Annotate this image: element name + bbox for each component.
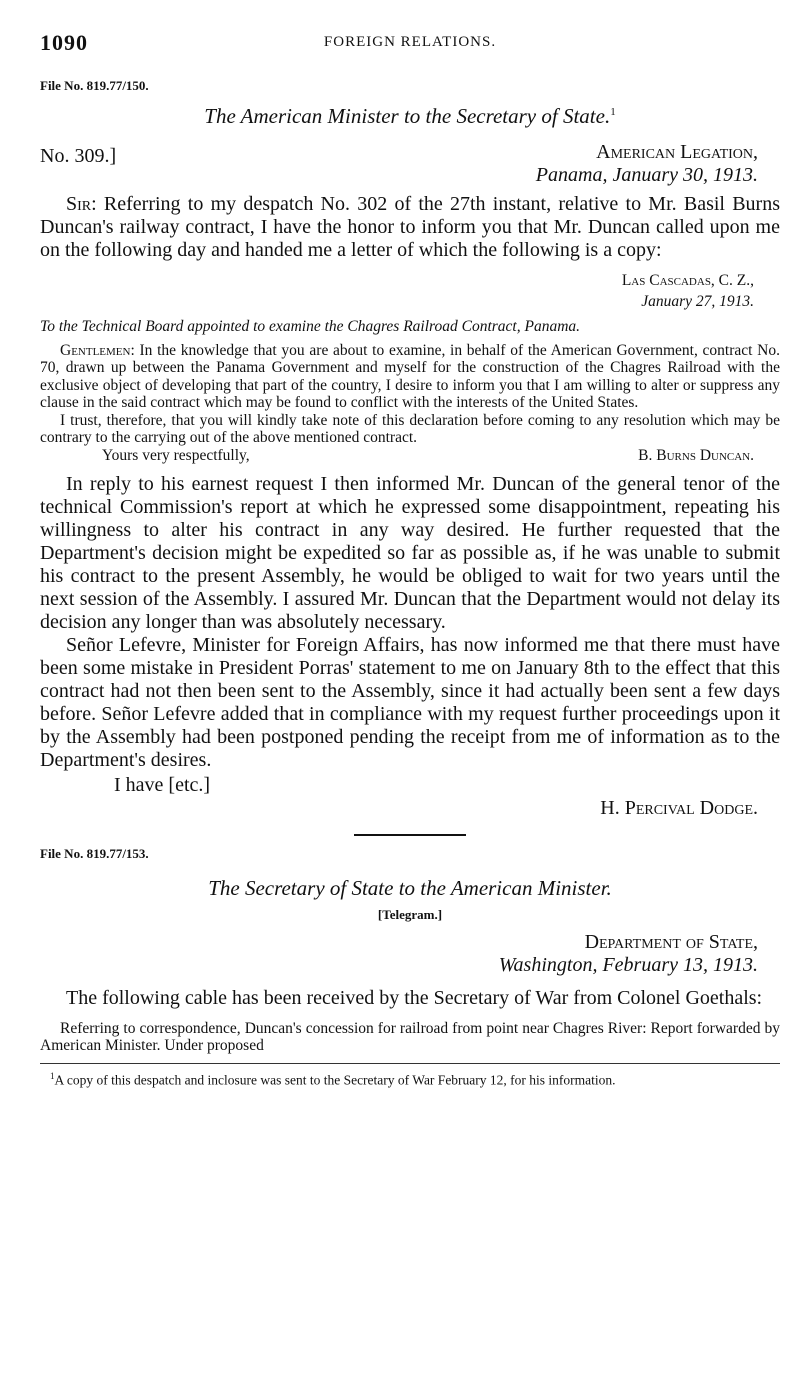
enclosure-salutation: Gentlemen: [60,341,135,359]
body-paragraph-2: In reply to his earnest request I then informed Mr. Duncan of the general tenor of the technical Commission's report at which he expressed some disappointment, repeating his willingness to alter his contract in any way desired. He further requested that the Department's decision might be expedited so far as possible as, if he was unable to submit his contract to the present Assembly, he would be obliged to wait for two years until the next session of the Assembly. I assured Mr. Duncan that the Department would not delay its decision any longer than was absolutely necessary. [40,472,780,633]
closing-formula: I have [etc.] [114,773,211,796]
running-head: FOREIGN RELATIONS. [323,34,497,50]
enclosure-dateline [40,270,780,312]
footnote-text: A copy of this despatch and inclosure was sent to the Secretary of War February 12, for his information. [54,1072,616,1087]
body-paragraph-1-text: Referring to my despatch No. 302 of the 27th instant, relative to Mr. Basil Burns Duncan's railway contract, I have the honor to inform you that Mr. Duncan called upon me on the following day and handed me a letter of which the following is a copy: [40,193,780,261]
enclosure-letter [40,270,780,467]
section-divider [354,834,466,836]
dateline-date: Panama, January 30, 1913. [535,164,758,186]
despatch-number: No. 309.] [40,145,117,167]
body-paragraph-1 [40,193,780,262]
document-page [40,30,780,1088]
file-number: File No. 819.77/150. [40,78,149,93]
enclosure-addressee: To the Technical Board appointed to examine the Chagres Railroad Contract, Panama. [40,318,581,335]
enclosure-closing-row [40,447,780,467]
telegram-label: [Telegram.] [377,906,443,922]
dateline-2-place: Department of State, [584,930,758,953]
dateline-2 [40,931,780,977]
footnote [40,1068,780,1089]
document-title-text: The American Minister to the Secretary of State. [204,104,611,128]
file-number-2: File No. 819.77/153. [40,845,149,861]
document-title [40,104,780,129]
enclosure-date: January 27, 1913. [641,293,754,310]
document-title-2: The Secretary of State to the American Minister. [208,875,612,900]
dateline [536,141,758,187]
dateline-place: American Legation, [596,141,758,163]
enclosure-place: Las Cascadas, C. Z., [621,272,754,289]
page-header [40,30,780,66]
enclosure-paragraph-1-text: In the knowledge that you are about to examine, in behalf of the American Government, contract No. 70, drawn up between the Panama Government and myself for the construction of the Chagres Railroad with the exclusive object of developing that part of the country, I desire to inform you that I am willing to alter or suppress any clause in the said contract which may be found to conflict with the interests of the United States. [40,341,781,411]
footnote-mark: 1 [50,1070,55,1081]
body-paragraph-4: The following cable has been received by the Secretary of War from Colonel Goethals: [66,986,763,1009]
dateline-row [40,141,780,193]
dateline-2-date: Washington, February 13, 1913. [498,953,758,976]
salutation: Sir: [66,193,97,215]
body-paragraph-3: Señor Lefevre, Minister for Foreign Affairs, has now informed me that there must have been some mistake in President Porras' statement to me on January 8th to the effect that this contract had not then been sent to the Assembly, since it had actually been sent a few days before. Señor Lefevre added that in compliance with my request further proceedings upon it by the Assembly had been postponed pending the receipt from me of information as to the Department's desires. [40,633,780,771]
quoted-cable: Referring to correspondence, Duncan's concession for railroad from point near Chagres River: Report forwarded by American Minister. Under proposed [40,1019,780,1054]
enclosure-closing: Yours very respectfully, [102,446,250,464]
enclosure-paragraph-1 [40,342,780,412]
signature: H. Percival Dodge. [600,796,758,819]
enclosure-signature: B. Burns Duncan. [638,446,754,464]
footnote-rule [40,1063,780,1064]
page-number: 1090 [40,30,88,55]
enclosure-paragraph-2: I trust, therefore, that you will kindly take note of this declaration before coming to any resolution which may be contrary to the carrying out of the above mentioned contract. [40,411,780,446]
footnote-reference: 1 [610,106,616,118]
